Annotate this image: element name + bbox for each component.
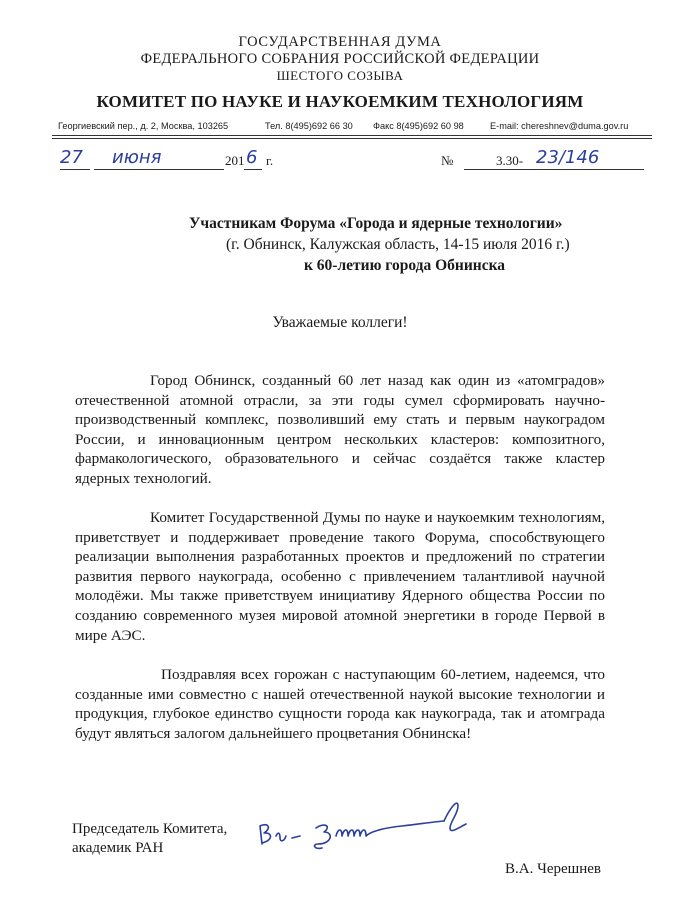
number-sign: № — [441, 153, 454, 168]
number-handwritten: 23/146 — [536, 147, 600, 168]
number-underline — [464, 169, 644, 170]
addressee-line2: (г. Обнинск, Калужская область, 14-15 июля 2016 г.) — [226, 236, 570, 253]
phone-text: Тел. 8(495)692 66 30 — [265, 121, 353, 131]
year-prefix: 201 — [225, 153, 245, 168]
letterhead-line3: ШЕСТОГО СОЗЫВА — [276, 68, 404, 83]
month-underline — [94, 169, 224, 170]
committee-title: КОМИТЕТ ПО НАУКЕ И НАУКОЕМКИМ ТЕХНОЛОГИЯМ — [96, 92, 584, 111]
signatory-title-line1: Председатель Комитета, — [72, 821, 228, 837]
signatory-title-line2: академик РАН — [72, 840, 164, 856]
fax-text: Факс 8(495)692 60 98 — [373, 121, 464, 131]
letterhead-line1: ГОСУДАРСТВЕННАЯ ДУМА — [238, 34, 442, 50]
signatory-name: В.А. Черешнев — [505, 861, 601, 877]
header-rule-thin — [52, 135, 652, 136]
address-text: Георгиевский пер., д. 2, Москва, 103265 — [58, 121, 229, 131]
year-underline — [244, 169, 262, 170]
addressee-line3: к 60-летию города Обнинска — [304, 257, 506, 274]
year-suffix: г. — [266, 153, 274, 168]
date-month: июня — [112, 147, 162, 168]
body-paragraph-3: Поздравляя всех горожан с наступающим 60-летием, надеемся, что созданные ими совместно с нашей отечественной наукой высокие технологии и продукция, глубокое единство сущности города как наукограда, так и атомграда будут являться залогом дальнейшего процветания Обнинска! — [75, 666, 605, 742]
letterhead-line2: ФЕДЕРАЛЬНОГО СОБРАНИЯ РОССИЙСКОЙ ФЕДЕРАЦИИ — [140, 51, 540, 67]
day-underline — [60, 169, 90, 170]
header-rule-thick — [52, 138, 652, 139]
body-paragraph-2: Комитет Государственной Думы по науке и наукоемким технологиям, приветствует и поддерживает проведение такого Форума, способствующего реализации выполнения разработанных проектов и предложений по стратегии развития первого наукограда, особенно с привлечением талантливой научной молодёжи. Мы также приветствуем инициативу Ядерного общества России по созданию современного музея мировой атомной энергетики в городе Первой в мире АЭС. — [75, 509, 605, 644]
handwritten-signature — [252, 788, 482, 858]
salutation: Уважаемые коллеги! — [272, 314, 408, 331]
addressee-line1: Участникам Форума «Города и ядерные технологии» — [189, 215, 563, 232]
body-paragraph-1: Город Обнинск, созданный 60 лет назад как один из «атомградов» отечественной атомной отрасли, за эти годы сумел сформировать научно-производственный комплекс, позволивший ему стать и первым наукоградом России, и инновационным центром нескольких кластеров: композитного, фармакологического, образовательного и сейчас создаётся также кластер ядерных технологий. — [75, 372, 605, 487]
email-text: E-mail: chereshnev@duma.gov.ru — [490, 121, 629, 131]
number-prefix: 3.30- — [496, 153, 524, 168]
reference-line — [60, 147, 660, 177]
date-day: 27 — [60, 147, 83, 168]
year-digit: 6 — [246, 147, 258, 168]
